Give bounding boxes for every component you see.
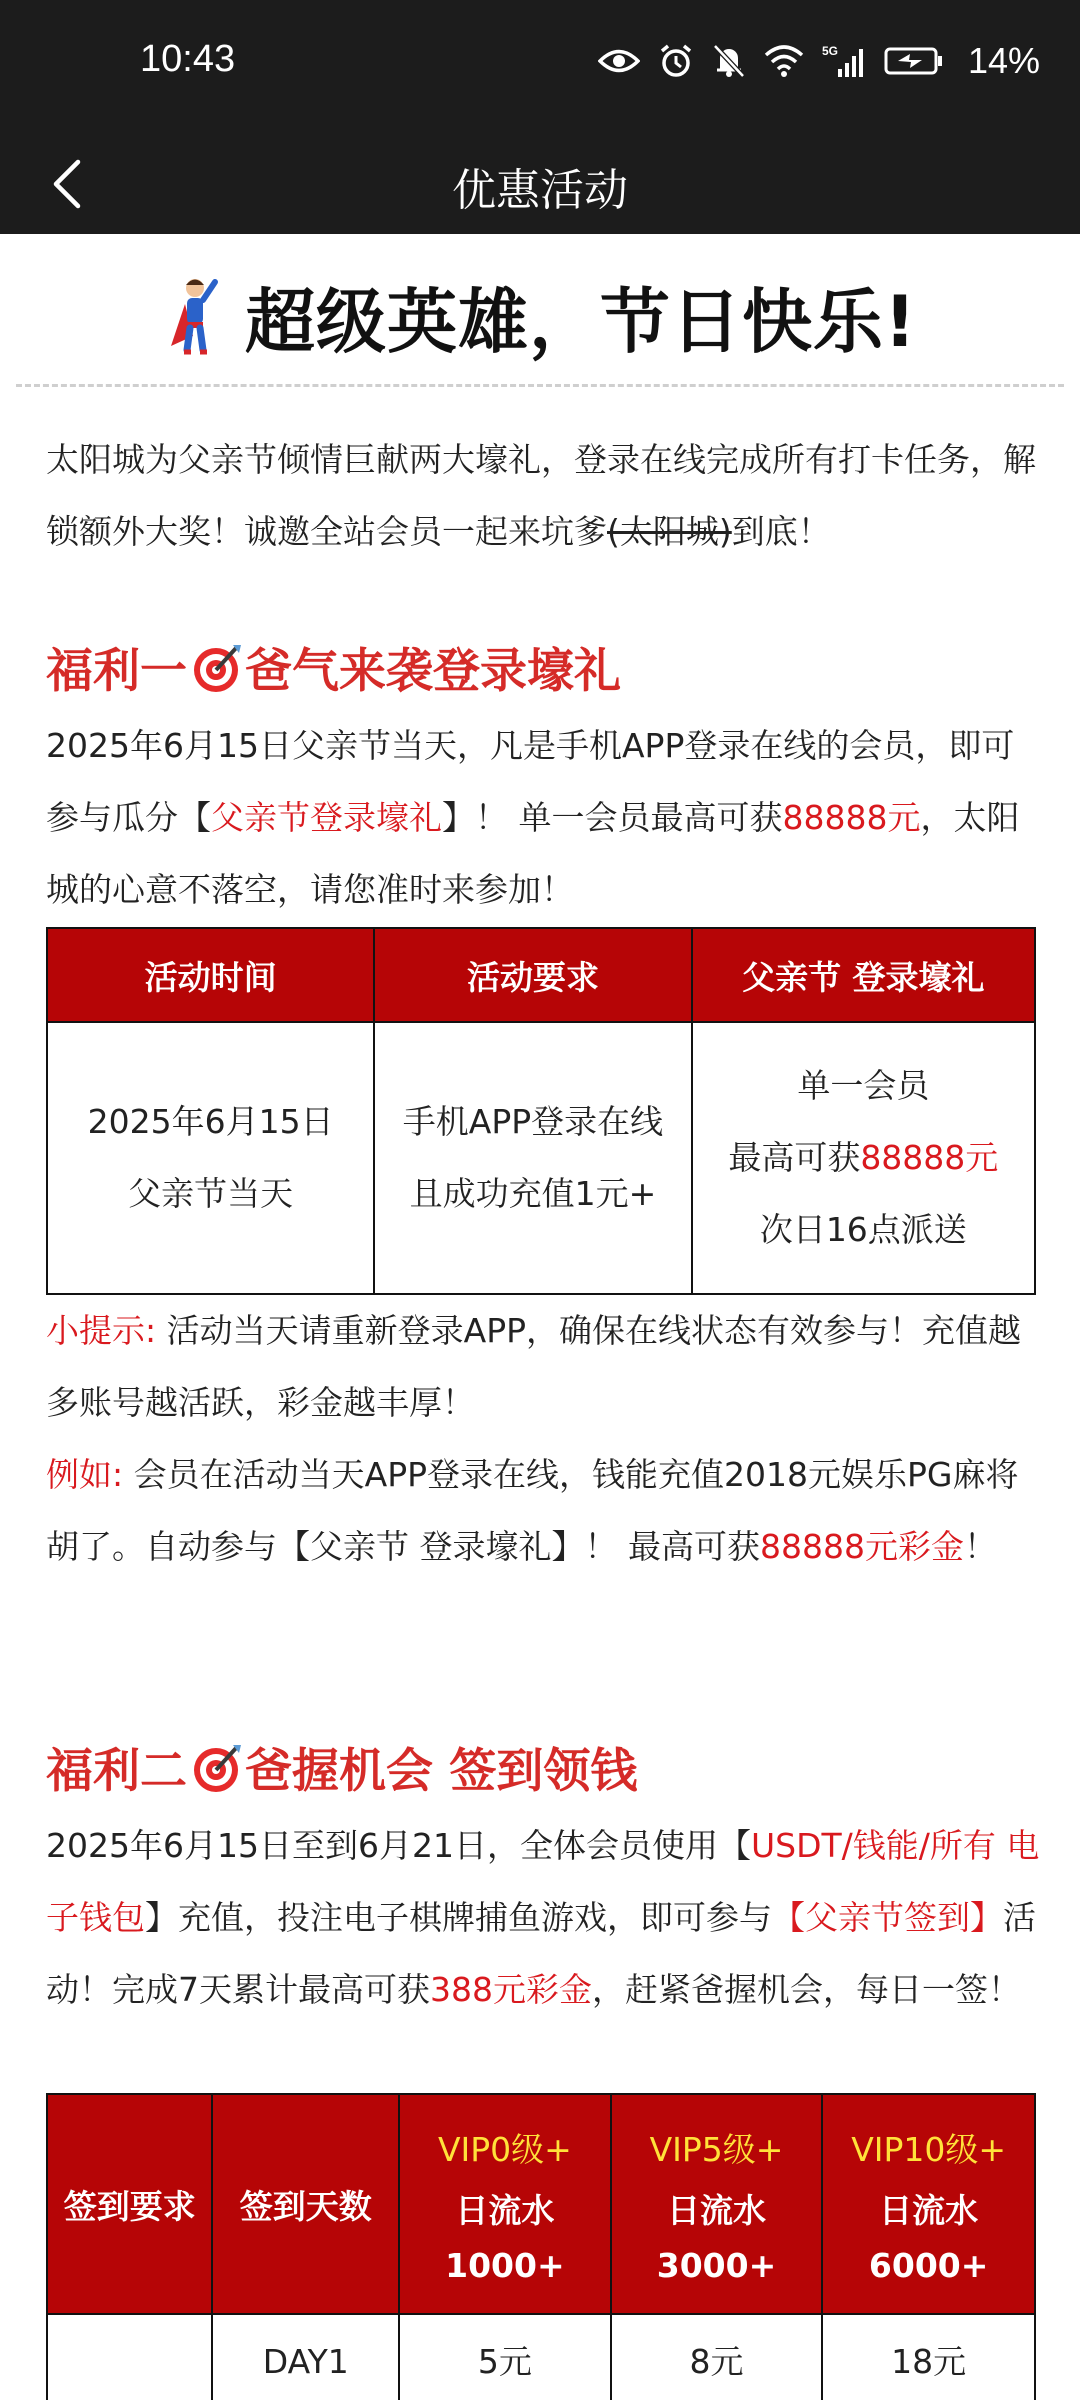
section1-title-b: 爸气来袭登录壕礼: [245, 644, 621, 699]
status-time: 10:43: [140, 38, 236, 80]
s1-cell-req: [374, 1022, 691, 1294]
s2-text-3: 活动！完成7天累计最高可获: [46, 1898, 1036, 2009]
s1-cell-time: [47, 1022, 374, 1294]
s2-text-1: 2025年6月15日至到6月21日，全体会员使用【: [46, 1826, 751, 1865]
section2-title: [46, 1734, 637, 1801]
s1-reward-line3: 次日16点派送: [759, 1210, 967, 1249]
s2-header-vip0: [399, 2094, 611, 2314]
status-bar: [0, 0, 1080, 132]
promo-content: [0, 234, 1080, 2400]
s1-time-line1: 2025年6月15日: [87, 1102, 334, 1141]
s2-row1-day: DAY1: [212, 2314, 399, 2400]
s1-red-2: 88888元: [782, 798, 921, 837]
vip0-level: VIP0级+: [437, 2129, 572, 2169]
s2-row1-vip0: 5元: [399, 2314, 611, 2400]
s2-row1-vip5: 8元: [611, 2314, 823, 2400]
vip5-level: VIP5级+: [649, 2129, 784, 2169]
section2-paragraph: [46, 1810, 1040, 2026]
vip10-level: VIP10级+: [851, 2129, 1007, 2169]
vip0-line2: 日流水: [455, 2190, 555, 2230]
target-icon: [189, 1741, 243, 1795]
intro-paragraph: [46, 424, 1040, 568]
example-text: 会员在活动当天APP登录在线，钱能充值2018元娱乐PG麻将胡了。自动参与【父亲节 登录壕礼】！ 最高可获: [46, 1455, 1019, 1566]
s1-req-line2: 且成功充值1元+: [409, 1174, 657, 1213]
s2-header-vip5: [611, 2094, 823, 2314]
mute-bell-icon: [712, 43, 746, 79]
vip0-line3: 1000+: [445, 2245, 565, 2285]
vip10-line2: 日流水: [879, 2190, 979, 2230]
vip10-line3: 6000+: [868, 2245, 989, 2285]
s1-cell-reward: [692, 1022, 1035, 1294]
intro-text-end: 到底！: [731, 512, 831, 551]
s1-text-3: ，太阳城的心意不落空，请您准时来参加！: [46, 798, 1020, 909]
s2-header-vip10: [822, 2094, 1035, 2314]
table-row: [47, 2314, 1035, 2400]
s1-header-req: 活动要求: [374, 928, 691, 1022]
s2-row1-req: [47, 2314, 212, 2400]
target-icon: [189, 641, 243, 695]
s1-reward-amount: 88888元: [860, 1138, 999, 1177]
example-paragraph: [46, 1439, 1040, 1583]
example-label: 例如:: [46, 1455, 124, 1494]
cellular-5g-icon: [822, 43, 866, 79]
s2-text-4: ，赶紧爸握机会，每日一签！: [592, 1970, 1021, 2009]
section2-title-b: 爸握机会 签到领钱: [245, 1744, 638, 1799]
svg-text:5G: 5G: [821, 44, 838, 58]
intro-text: 太阳城为父亲节倾情巨献两大壕礼，登录在线完成所有打卡任务，解锁额外大奖！诚邀全站会员一起来坑爹: [46, 440, 1036, 551]
section1-title-a: 福利一: [46, 644, 187, 699]
s2-header-req: 签到要求: [47, 2094, 212, 2314]
section2-table: [46, 2093, 1036, 2400]
section1-title: [46, 634, 621, 701]
headline-text: 超级英雄，节日快乐!: [245, 281, 917, 363]
eye-icon: [598, 46, 640, 76]
s1-reward-line1: 单一会员: [797, 1066, 930, 1105]
battery-icon: [884, 46, 944, 76]
s2-header-days: 签到天数: [212, 2094, 399, 2314]
s1-req-line1: 手机APP登录在线: [402, 1102, 664, 1141]
top-nav-bar: [0, 132, 1080, 234]
s1-header-time: 活动时间: [47, 928, 374, 1022]
tip-label: 小提示:: [46, 1311, 157, 1350]
s1-header-reward: 父亲节 登录壕礼: [692, 928, 1035, 1022]
s2-red-2: 【父亲节签到】: [772, 1898, 1003, 1937]
tip-paragraph: [46, 1295, 1040, 1439]
s2-red-1: USDT/钱能/所有 电子钱包: [46, 1826, 1040, 1937]
page-title: 优惠活动: [452, 165, 628, 216]
intro-strike-text: (太阳城): [607, 512, 732, 551]
wifi-icon: [764, 45, 804, 77]
status-icons: [598, 40, 1040, 82]
s1-red-1: 父亲节登录壕礼: [211, 798, 442, 837]
tip-text: 活动当天请重新登录APP，确保在线状态有效参与！充值越多账号越活跃，彩金越丰厚！: [46, 1311, 1021, 1422]
section2-title-a: 福利二: [46, 1744, 187, 1799]
s2-text-2: 】充值，投注电子棋牌捕鱼游戏，即可参与: [145, 1898, 772, 1937]
s1-text-1: 2025年6月15日父亲节当天，凡是手机APP登录在线的会员，即可参与瓜分【: [46, 726, 1015, 837]
battery-percentage: 14%: [967, 40, 1040, 81]
section1-paragraph: [46, 710, 1040, 926]
vip5-line3: 3000+: [656, 2245, 777, 2285]
example-end: ！: [963, 1527, 997, 1566]
s1-text-2: 】！ 单一会员最高可获: [442, 798, 783, 837]
superhero-icon: [163, 276, 223, 356]
alarm-icon: [658, 43, 694, 79]
s2-row1-vip10: 18元: [822, 2314, 1035, 2400]
example-red: 88888元彩金: [759, 1527, 964, 1566]
s2-red-3: 388元彩金: [430, 1970, 592, 2009]
headline: [0, 266, 1080, 367]
s1-reward-line2a: 最高可获: [728, 1138, 861, 1177]
s1-time-line2: 父亲节当天: [128, 1174, 294, 1213]
section1-table: [46, 927, 1036, 1295]
dashed-divider: [16, 384, 1064, 387]
vip5-line2: 日流水: [667, 2190, 766, 2230]
